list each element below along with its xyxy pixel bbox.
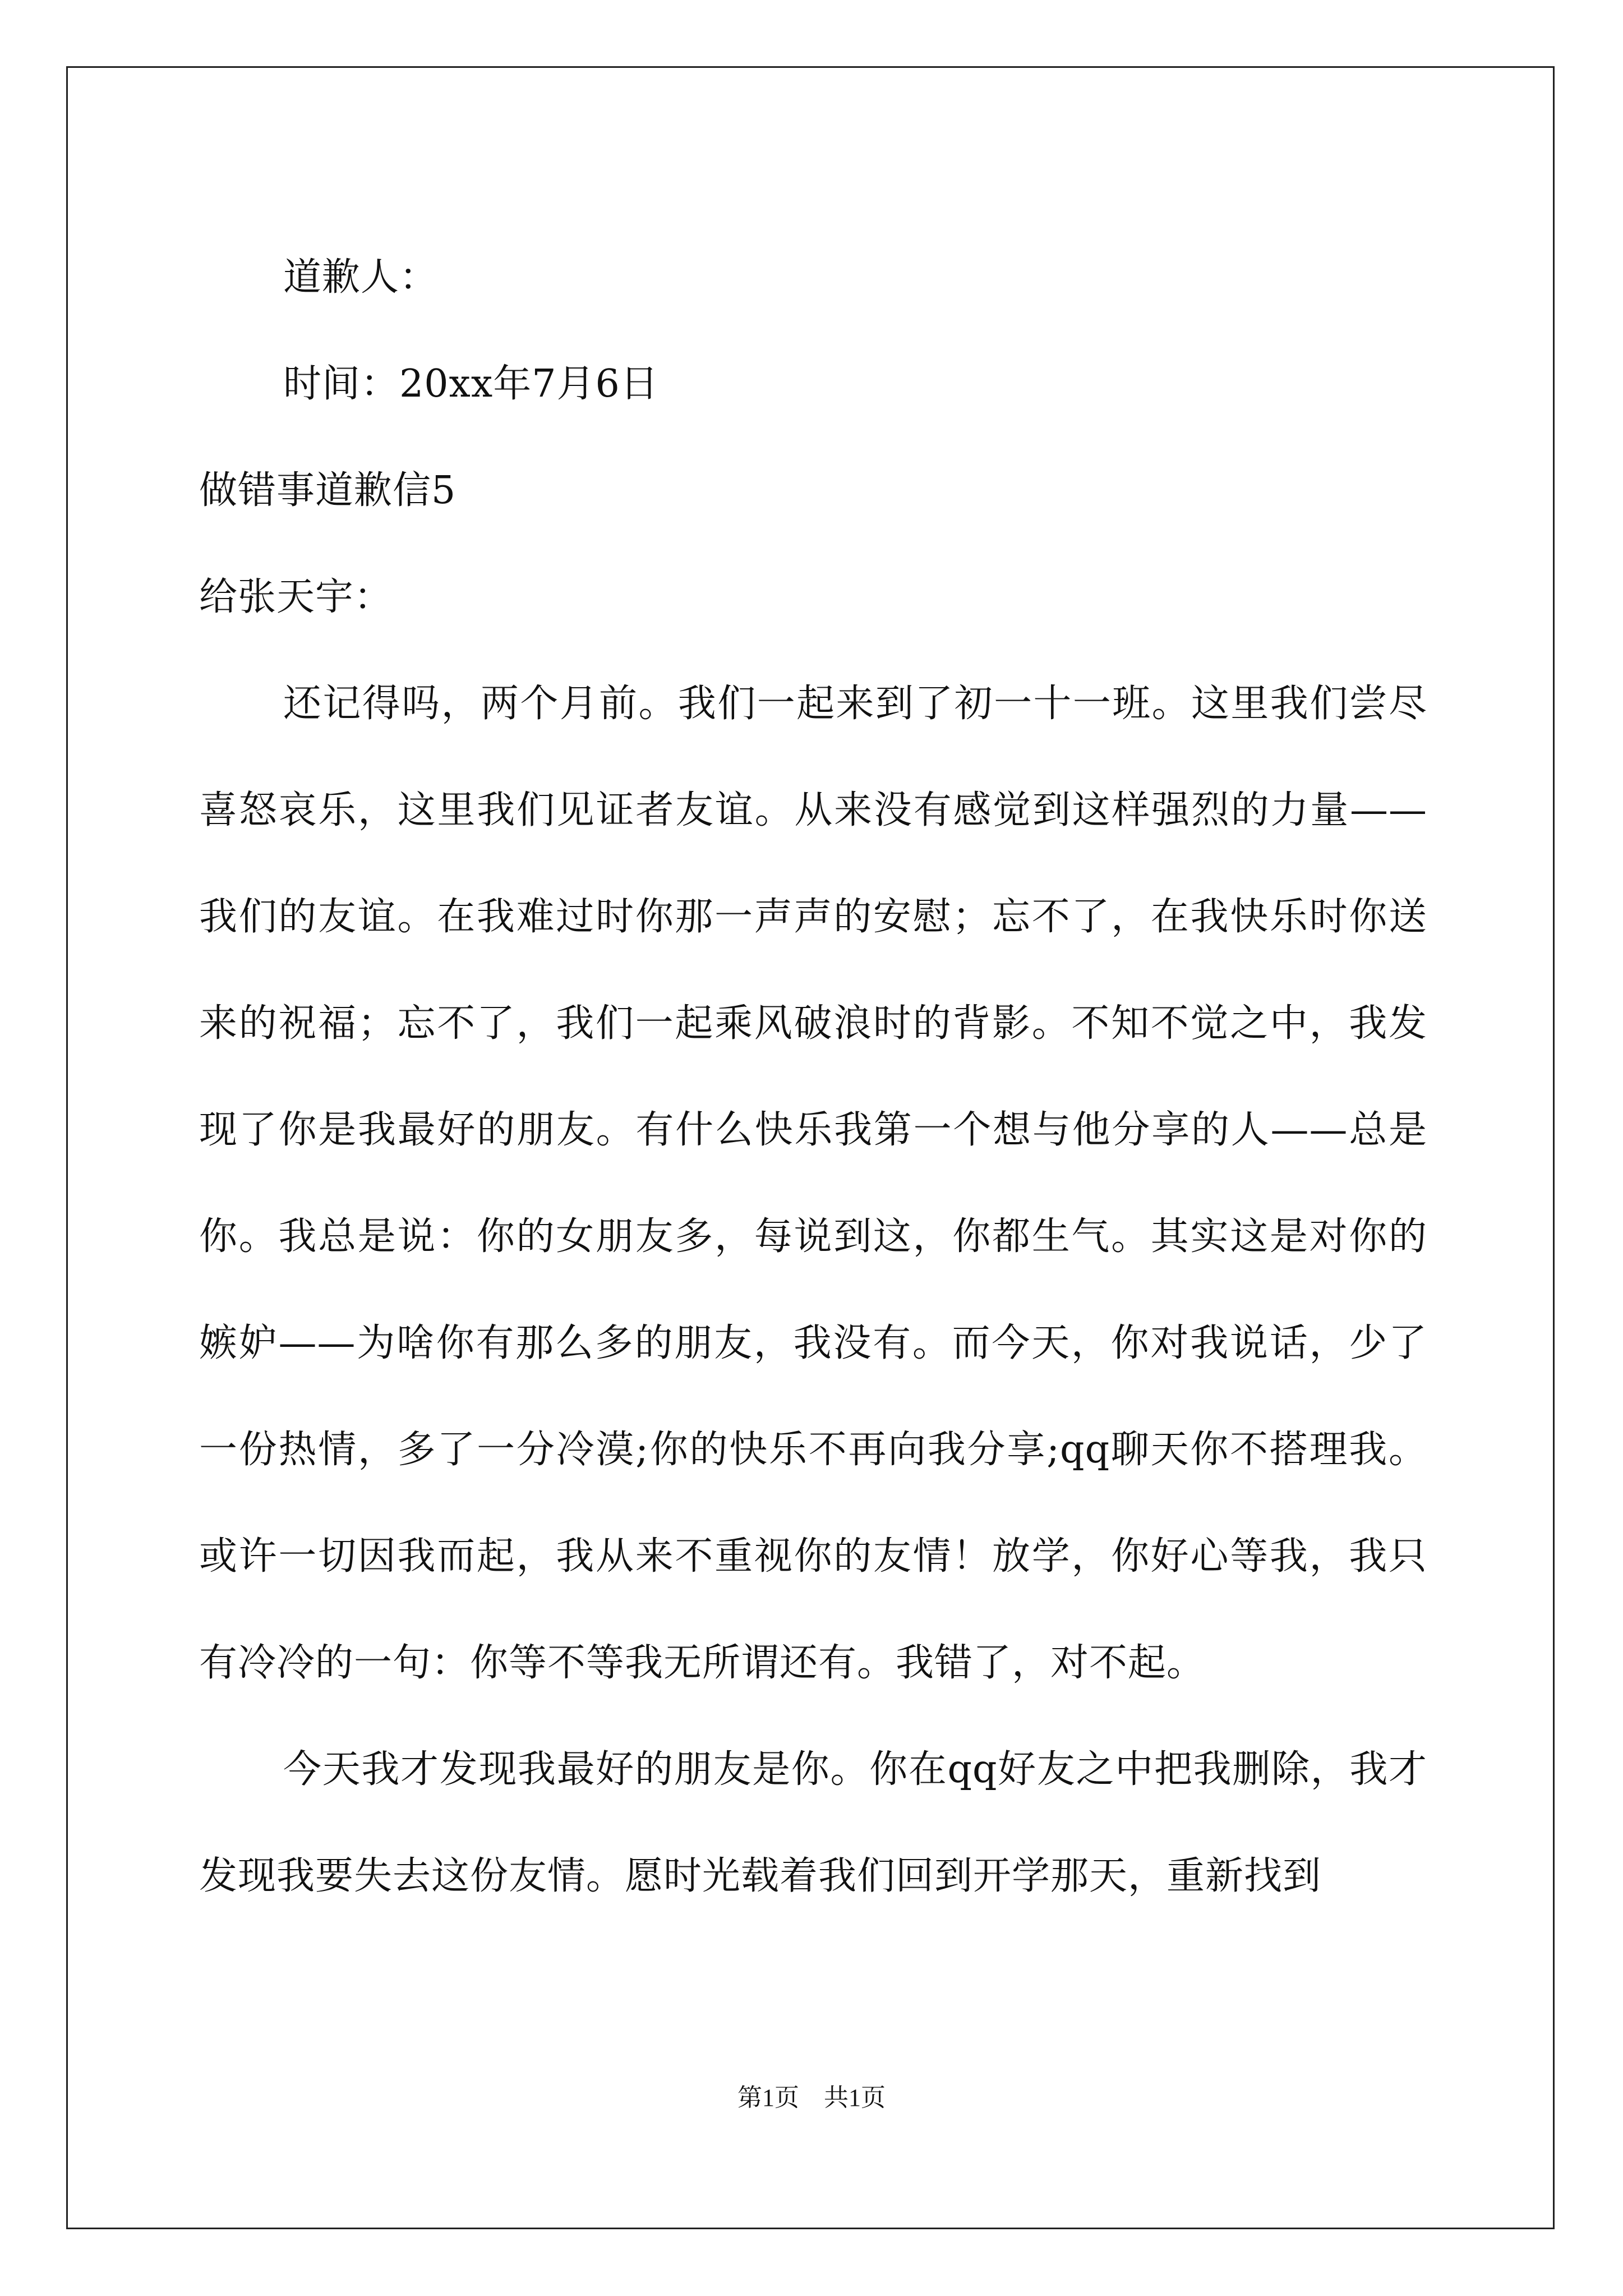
- paragraph-2: 今天我才发现我最好的朋友是你。你在qq好友之中把我删除，我才发现我要失去这份友情。愿时光载着我们回到开学那天，重新找到: [199, 1747, 1427, 1898]
- date-line: 时间：20xx年7月6日: [283, 362, 659, 406]
- section-title: 做错事道歉信5: [199, 468, 457, 513]
- document-body: [199, 224, 1427, 1930]
- page-footer: 第1页 共1页: [737, 2084, 886, 2111]
- salutation: 给张天宇：: [199, 575, 393, 619]
- paragraph-1: 还记得吗，两个月前。我们一起来到了初一十一班。这里我们尝尽喜怒哀乐，这里我们见证者友谊。从来没有感觉到这样强烈的力量——我们的友谊。在我难过时你那一声声的安慰；忘不了，在我快乐时你送来的祝福；忘不了，我们一起乘风破浪时的背影。不知不觉之中，我发现了你是我最好的朋友。有什么快乐我第一个想与他分享的人——总是你。我总是说：你的女朋友多，每说到这，你都生气。其实这是对你的嫉妒——为啥你有那么多的朋友，我没有。而今天，你对我说话，少了一份热情，多了一分冷漠;你的快乐不再向我分享;qq聊天你不搭理我。或许一切因我而起，我从来不重视你的友情！放学，你好心等我，我只有冷冷的一句：你等不等我无所谓还有。我错了，对不起。: [199, 682, 1427, 1685]
- signer-line: 道歉人：: [283, 255, 439, 300]
